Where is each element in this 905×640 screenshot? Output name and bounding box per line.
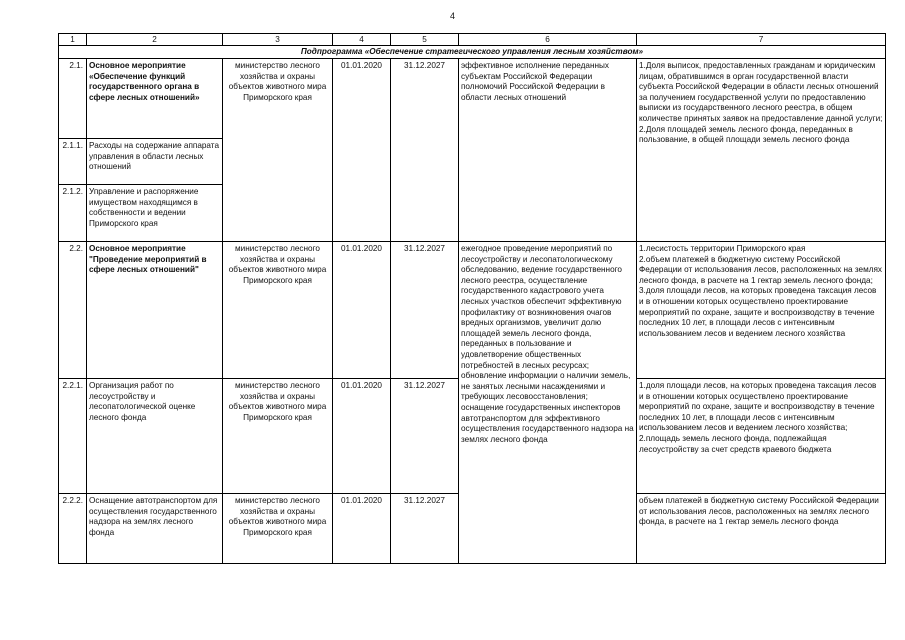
- expected-result: эффективное исполнение переданных субъектам Российской Федерации полномочий Российской Федерации в области лесных отношений: [459, 59, 637, 242]
- executor: министерство лесного хозяйства и охраны объектов животного мира Приморского края: [223, 379, 333, 494]
- header-cell: 7: [637, 34, 886, 46]
- row-number: 2.1.1.: [59, 139, 87, 185]
- start-date: 01.01.2020: [333, 379, 391, 494]
- indicators: 1.Доля выписок, предоставленных гражданам и юридическим лицам, обратившимся в орган государственной власти субъекта Российской Федерации в области лесных отношений за получением государственной услуги по предоставлению выписки из государственного лесного реестра, в общем количестве принятых заявок на предоставление данной услуги; 2.Доля площадей земель лесного фонда, переданных в пользование, в общей площади земель лесного фонда: [637, 59, 886, 242]
- end-date: 31.12.2027: [391, 59, 459, 242]
- measure-name: Основное мероприятие "Проведение мероприятий в сфере лесных отношений": [87, 242, 223, 379]
- table-row: [59, 242, 886, 379]
- end-date: 31.12.2027: [391, 379, 459, 494]
- page-number: 4: [449, 11, 455, 21]
- subprogram-title: Подпрограмма «Обеспечение стратегического управления лесным хозяйством»: [59, 46, 886, 59]
- row-number: 2.1.2.: [59, 185, 87, 242]
- executor: министерство лесного хозяйства и охраны объектов животного мира Приморского края: [223, 242, 333, 379]
- table-row: [59, 59, 886, 139]
- subprogram-row: [59, 46, 886, 59]
- executor: министерство лесного хозяйства и охраны объектов животного мира Приморского края: [223, 494, 333, 564]
- start-date: 01.01.2020: [333, 59, 391, 242]
- measure-name: Организация работ по лесоустройству и лесопатологической оценке лесного фонда: [87, 379, 223, 494]
- indicators: 1.лесистость территории Приморского края 2.объем платежей в бюджетную систему Российской Федерации от использования лесов, расположенных на землях лесного фонда, в расчете на 1 гектар земель лесного фонда; 3.доля площади лесов, на которых проведена таксация лесов и в отношении которых осуществлено проектирование мероприятий по охране, защите и воспроизводству в течение последних 10 лет, в площади лесов с интенсивным использованием лесов и ведением лесного хозяйства: [637, 242, 886, 379]
- row-number: 2.2.1.: [59, 379, 87, 494]
- row-number: 2.1.: [59, 59, 87, 139]
- measure-name: Оснащение автотранспортом для осуществления государственного надзора на землях лесного фонда: [87, 494, 223, 564]
- header-row: [59, 34, 886, 46]
- header-cell: 6: [459, 34, 637, 46]
- start-date: 01.01.2020: [333, 494, 391, 564]
- header-cell: 3: [223, 34, 333, 46]
- start-date: 01.01.2020: [333, 242, 391, 379]
- end-date: 31.12.2027: [391, 242, 459, 379]
- header-cell: 5: [391, 34, 459, 46]
- end-date: 31.12.2027: [391, 494, 459, 564]
- measure-name: Управление и распоряжение имуществом находящимся в собственности и ведении Приморского края: [87, 185, 223, 242]
- header-cell: 2: [87, 34, 223, 46]
- indicators: объем платежей в бюджетную систему Российской Федерации от использования лесов, расположенных на землях лесного фонда, в расчете на 1 гектар земель лесного фонда: [637, 494, 886, 564]
- row-number: 2.2.: [59, 242, 87, 379]
- expected-result: ежегодное проведение мероприятий по лесоустройству и лесопатологическому обследованию, ведение государственного лесного реестра, осуществление государственного кадастрового учета лесных участков обеспечит эффективную профилактику от возникновения очагов вредных организмов, увеличит долю площадей земель лесного фонда, переданных в пользование и удовлетворение общественных потребностей в лесных ресурсах; обновление информации о наличии земель, не занятых лесными насаждениями и требующих лесовосстановления; оснащение государственных инспекторов автотранспортом для эффективного осуществления государственного надзора на землях лесного фонда: [459, 242, 637, 564]
- measures-table: [58, 33, 886, 564]
- row-number: 2.2.2.: [59, 494, 87, 564]
- executor: министерство лесного хозяйства и охраны объектов животного мира Приморского края: [223, 59, 333, 242]
- header-cell: 4: [333, 34, 391, 46]
- measure-name: Основное мероприятие «Обеспечение функций государственного органа в сфере лесных отношений»: [87, 59, 223, 139]
- indicators: 1.доля площади лесов, на которых проведена таксация лесов и в отношении которых осуществлено проектирование мероприятий по охране, защите и воспроизводству в течение последних 10 лет, в площади лесов с интенсивным использованием лесов и ведением лесного хозяйства; 2.площадь земель лесного фонда, подлежайщая лесоустройству за счет средств краевого бюджета: [637, 379, 886, 494]
- header-cell: 1: [59, 34, 87, 46]
- measure-name: Расходы на содержание аппарата управления в области лесных отношений: [87, 139, 223, 185]
